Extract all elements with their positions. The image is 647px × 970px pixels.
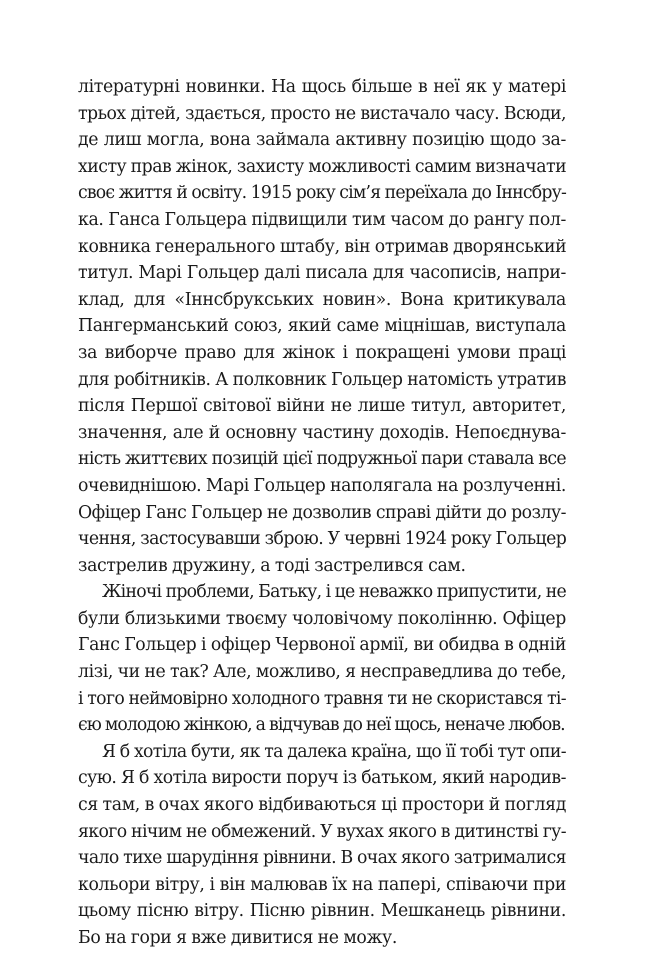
text-line: ся там, в очах якого відбиваються ці простори й погляд (78, 795, 566, 816)
text-line: сую. Я б хотіла вирости поруч із батьком, який народив- (78, 768, 566, 789)
text-line: Жіночі проблеми, Батьку, і це неважко припустити, не (102, 582, 566, 603)
text-line: застрелив дружину, а тоді застрелився сам. (78, 555, 466, 576)
text-line: ність життєвих позицій цієї подружньої пари ставала все (78, 449, 566, 470)
text-line: очевиднішою. Марі Гольцер наполягала на розлученні. (78, 475, 566, 496)
text-line: ковника генерального штабу, він отримав дворянський (78, 236, 567, 257)
text-line: для робітників. А полковник Гольцер натомість утратив (78, 369, 566, 390)
text-line: ка. Ганса Гольцера підвищили тим часом до рангу пол- (78, 209, 566, 230)
text-line: цьому пісню вітру. Пісню рівнин. Мешканець рівнини. (78, 901, 566, 922)
text-line: чення, застосувавши зброю. У червні 1924 року Гольцер (78, 529, 567, 550)
text-line: кольори вітру, і він малював їх на папері, співаючи при (78, 874, 566, 895)
text-line: Ганс Гольцер і офіцер Червоної армії, ви обидва в одній (78, 635, 566, 656)
paragraph-1 (78, 74, 566, 579)
text-line: де лиш могла, вона займала активну позицію щодо за- (78, 130, 566, 151)
text-line: Пангерманський союз, який саме міцнішав, виступала (78, 316, 566, 337)
text-line: клад, для «Іннсбрукських новин». Вона критикувала (78, 289, 566, 310)
text-line: і того неймовірно холодного травня ти не скористався ті- (78, 688, 566, 709)
text-line: були близькими твоєму чоловічому поколінню. Офіцер (78, 608, 566, 629)
text-line: значення, але й основну частину доходів. Непоєднува- (78, 422, 566, 443)
text-line: Офіцер Ганс Гольцер не дозволив справі дійти до розлу- (78, 502, 566, 523)
text-line: лізі, чи не так? Але, можливо, я несправедлива до тебе, (78, 662, 566, 683)
text-line: літературні новинки. На щось більше в неї як у матері (78, 77, 566, 97)
text-line: трьох дітей, здається, просто не вистачало часу. Всюди, (78, 103, 566, 124)
text-line: якого нічим не обмежений. У вухах якого в дитинстві гу- (78, 821, 566, 842)
text-line: за виборче право для жінок і покращені умови праці (78, 342, 566, 363)
text-line: чало тихе шарудіння рівнини. В очах якого затрималися (78, 848, 566, 869)
text-line: єю молодою жінкою, а відчував до неї щось, неначе любов. (78, 715, 565, 736)
paragraph-2 (78, 579, 566, 739)
text-line: хисту прав жінок, захисту можливості самим визначати (78, 156, 567, 177)
book-page (78, 74, 566, 952)
paragraph-3 (78, 739, 566, 952)
text-line: титул. Марі Гольцер далі писала для часописів, напри- (78, 263, 566, 284)
text-line: Я б хотіла бути, як та далека країна, що її тобі тут опи- (102, 741, 566, 762)
text-line: Бо на гори я вже дивитися не можу. (78, 928, 397, 948)
text-line: своє життя й освіту. 1915 року сім’я переїхала до Іннсбру- (78, 183, 566, 204)
text-line: після Першої світової війни не лише титул, авторитет, (78, 396, 566, 417)
